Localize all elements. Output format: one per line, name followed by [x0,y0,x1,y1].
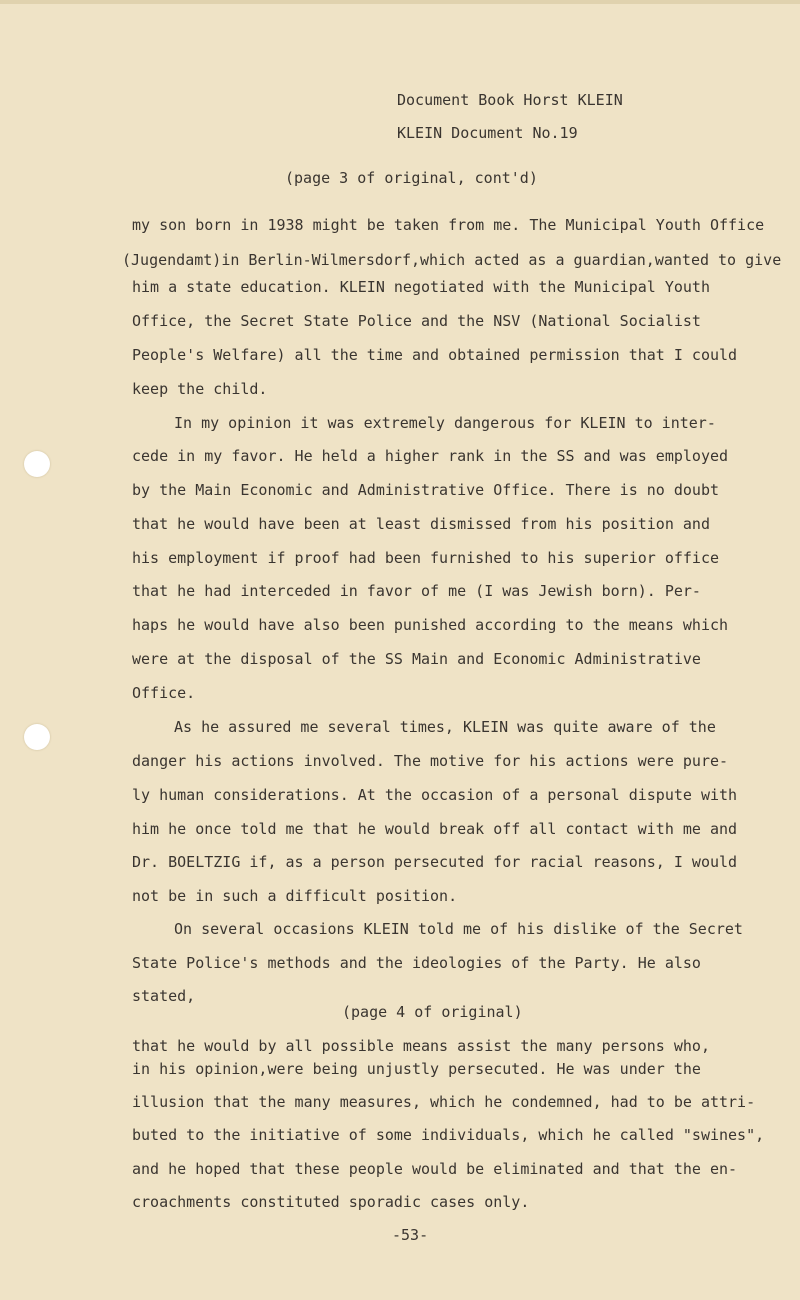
text-line: ly human considerations. At the occasion of a personal dispute with [132,786,738,804]
text-line: and he hoped that these people would be eliminated and that the en- [132,1160,738,1178]
text-line: him a state education. KLEIN negotiated with the Municipal Youth [132,278,710,296]
text-line: Dr. BOELTZIG if, as a person persecuted for racial reasons, I would [132,853,738,871]
text-line: by the Main Economic and Administrative Office. There is no doubt [132,481,719,499]
text-line: cede in my favor. He held a higher rank in the SS and was employed [132,447,729,465]
punch-hole-lower [24,724,50,750]
text-line: Office, the Secret State Police and the NSV (National Socialist [132,312,701,330]
text-line: In my opinion it was extremely dangerous for KLEIN to inter- [174,414,716,432]
punch-hole-upper [24,451,50,477]
text-line: illusion that the many measures, which he condemned, had to be attri- [132,1093,756,1111]
text-line: croachments constituted sporadic cases only. [132,1193,530,1211]
text-line: haps he would have also been punished according to the means which [132,616,729,634]
text-line: Office. [132,684,196,702]
text-line: my son born in 1938 might be taken from me. The Municipal Youth Office [132,216,765,234]
document-number: KLEIN Document No.19 [397,124,578,142]
text-line: not be in such a difficult position. [132,887,458,905]
text-line: State Police's methods and the ideologies of the Party. He also [132,954,701,972]
page-reference-2: (page 4 of original) [342,1003,523,1021]
page-reference: (page 3 of original, cont'd) [285,169,538,187]
text-line: On several occasions KLEIN told me of his dislike of the Secret [174,920,743,938]
text-line: keep the child. [132,380,268,398]
page-edge [0,0,800,4]
text-line: danger his actions involved. The motive for his actions were pure- [132,752,729,770]
text-line: that he had interceded in favor of me (I was Jewish born). Per- [132,582,701,600]
text-line: were at the disposal of the SS Main and Economic Administrative [132,650,701,668]
text-line: that he would by all possible means assist the many persons who, [132,1037,710,1055]
text-line: buted to the initiative of some individuals, which he called "swines", [132,1126,765,1144]
document-book-title: Document Book Horst KLEIN [397,91,623,109]
text-line: his employment if proof had been furnished to his superior office [132,549,719,567]
text-line: in his opinion,were being unjustly persecuted. He was under the [132,1060,701,1078]
text-line: stated, [132,987,196,1005]
text-line: People's Welfare) all the time and obtained permission that I could [132,346,738,364]
page-number: -53- [392,1226,429,1244]
text-line: As he assured me several times, KLEIN was quite aware of the [174,718,716,736]
text-line: him he once told me that he would break off all contact with me and [132,820,738,838]
text-line: (Jugendamt)in Berlin-Wilmersdorf,which acted as a guardian,wanted to give [122,251,782,269]
text-line: that he would have been at least dismissed from his position and [132,515,710,533]
